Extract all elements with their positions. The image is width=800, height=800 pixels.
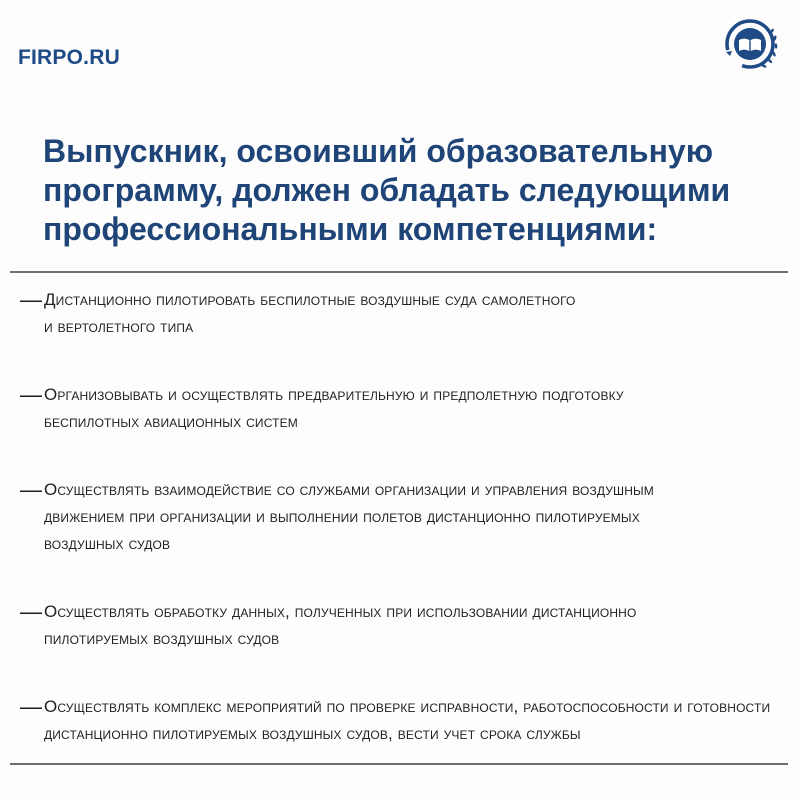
competency-text: Осуществлять взаимодействие со службами организации и управления воздушным движением при организации и выполнении полетов дистанционно пилотируемых воздушных судов — [44, 480, 654, 553]
competency-text: Дистанционно пилотировать беспилотные воздушные суда самолетного и вертолетного типа — [44, 290, 576, 336]
page-heading: Выпускник, освоивший образовательную программу, должен обладать следующими профессиональными компетенциями: — [43, 133, 731, 247]
competency-item — [20, 476, 780, 557]
competency-item — [20, 598, 780, 652]
dash-bullet: — — [20, 287, 42, 312]
dash-bullet: — — [20, 599, 42, 624]
competency-item — [20, 381, 780, 435]
site-name: FIRPO.RU — [18, 46, 120, 69]
competency-text: Организовывать и осуществлять предварительную и предполетную подготовку беспилотных авиационных систем — [44, 385, 624, 431]
competency-text: Осуществлять обработку данных, полученных при использовании дистанционно пилотируемых воздушных судов — [44, 602, 637, 648]
bottom-divider — [10, 763, 788, 765]
competency-list — [20, 286, 780, 747]
competency-item — [20, 286, 780, 340]
top-divider — [10, 271, 788, 273]
dash-bullet: — — [20, 477, 42, 502]
dash-bullet: — — [20, 382, 42, 407]
competency-text: Осуществлять комплекс мероприятий по проверке исправности, работоспособности и готовности дистанционно пилотируемых воздушных судов, вести учет срока службы — [44, 697, 771, 743]
competency-item — [20, 693, 780, 747]
dash-bullet: — — [20, 694, 42, 719]
book-laurel-logo-icon — [722, 16, 778, 72]
